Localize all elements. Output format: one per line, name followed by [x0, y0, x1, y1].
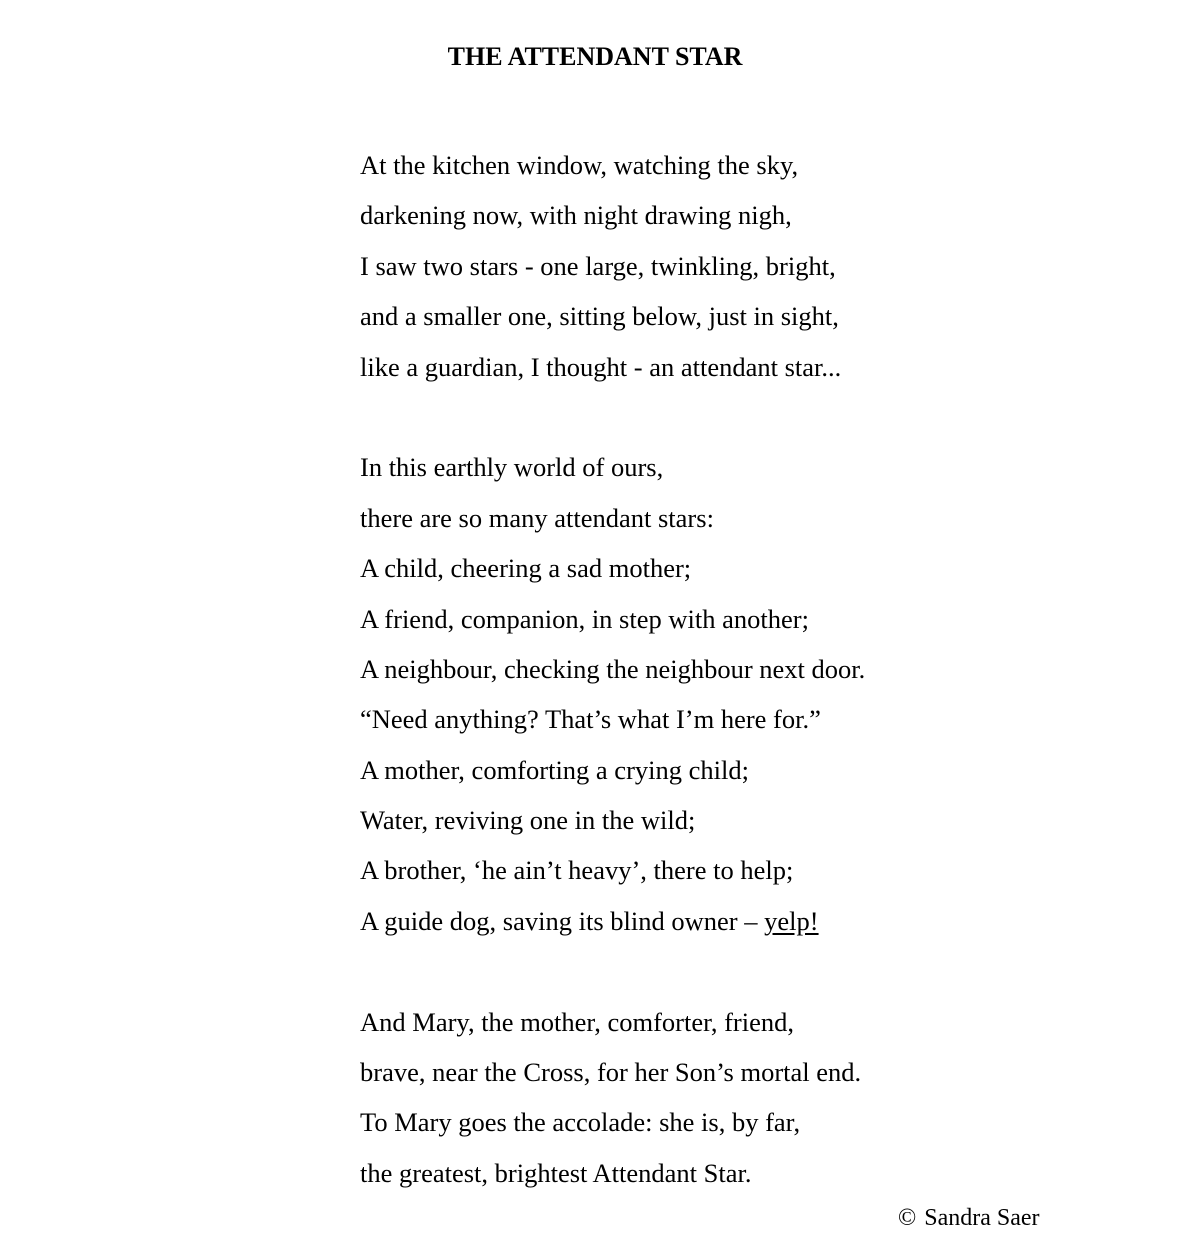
poem-line: darkening now, with night drawing nigh, [360, 200, 792, 231]
copyright-notice [898, 1203, 1040, 1233]
stanza-2 [360, 442, 1060, 946]
poem-line: And Mary, the mother, comforter, friend, [360, 1006, 795, 1037]
poem-line: brave, near the Cross, for her Son’s mortal end. [360, 1057, 862, 1088]
poem-line: To Mary goes the accolade: she is, by far, [360, 1107, 801, 1138]
poem-line: A child, cheering a sad mother; [360, 553, 692, 584]
poem-line: like a guardian, I thought - an attendant star... [360, 351, 842, 382]
poem-line-text: A guide dog, saving its blind owner – [360, 905, 765, 936]
poem-line: At the kitchen window, watching the sky, [360, 150, 799, 180]
poem-title: THE ATTENDANT STAR [447, 42, 743, 71]
stanza-3 [360, 997, 1060, 1199]
poem-line: Water, reviving one in the wild; [360, 805, 696, 836]
poem-body [360, 140, 1060, 1198]
stanza-break [360, 392, 1060, 442]
stanza-1 [360, 140, 1060, 392]
poem-line: A mother, comforting a crying child; [360, 754, 749, 785]
poem-line: In this earthly world of ours, [360, 452, 664, 483]
poem-line: “Need anything? That’s what I’m here for.” [360, 704, 821, 735]
poem-line-last [360, 896, 1060, 946]
poem-line: the greatest, brightest Attendant Star. [360, 1157, 752, 1188]
underlined-word: yelp! [764, 905, 819, 936]
author-name: Sandra Saer [924, 1205, 1040, 1231]
poem-line: A brother, ‘he ain’t heavy’, there to help; [360, 855, 794, 886]
poem-line: I saw two stars - one large, twinkling, bright, [360, 250, 836, 281]
poem-line: A friend, companion, in step with another; [360, 603, 809, 634]
poem-line: and a smaller one, sitting below, just in sight, [360, 301, 839, 332]
poem-line: there are so many attendant stars: [360, 502, 714, 533]
stanza-break [360, 946, 1060, 996]
copyright-symbol: © [898, 1205, 917, 1231]
poem-line: A neighbour, checking the neighbour next door. [360, 653, 866, 684]
